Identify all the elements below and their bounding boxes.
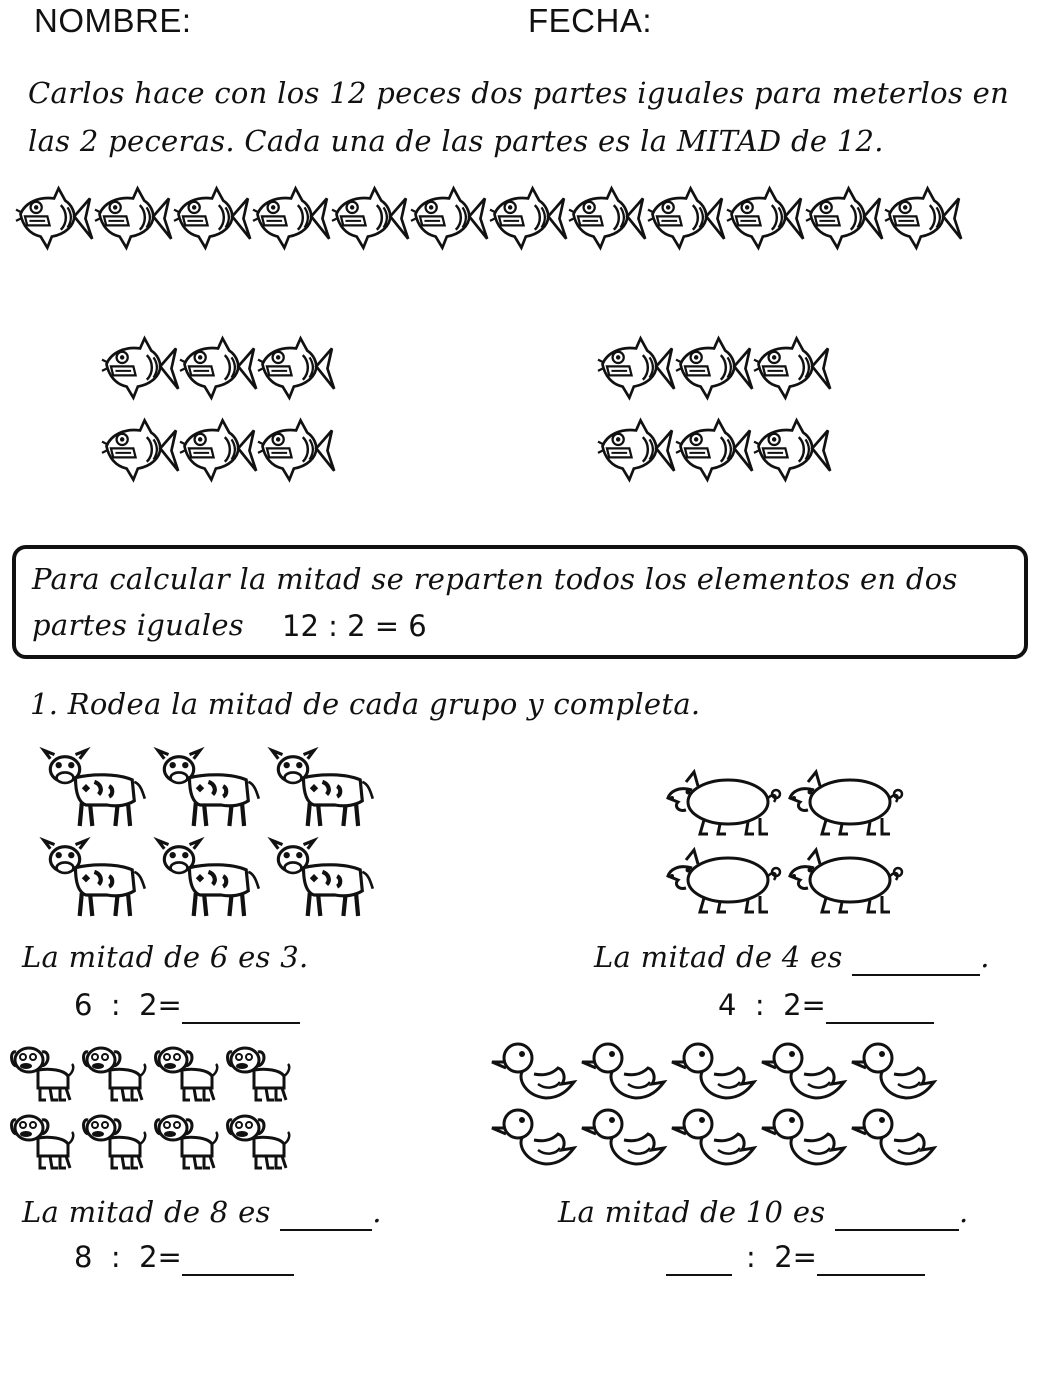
cow-icon[interactable] [44, 840, 145, 916]
fish-icon[interactable] [648, 188, 724, 247]
dog-icon[interactable] [156, 1116, 218, 1168]
fish-icon[interactable] [598, 338, 674, 397]
intro-line-1: Carlos hace con los 12 peces dos partes iguales para meterlos en [28, 76, 1010, 110]
dog-icon[interactable] [12, 1048, 74, 1100]
fish-icon[interactable] [258, 420, 334, 479]
pig-half-blank[interactable] [852, 940, 980, 976]
rule-equation: 12 : 2 = 6 [282, 609, 427, 643]
fish-icon[interactable] [885, 188, 961, 247]
fish-icon[interactable] [332, 188, 408, 247]
cow-equation: 6 : 2= [74, 988, 300, 1024]
dog-answer-blank[interactable] [182, 1240, 294, 1276]
pig-answer-blank[interactable] [826, 988, 934, 1024]
cow-icon[interactable] [44, 750, 145, 826]
dog-half-text: La mitad de 8 es . [22, 1195, 382, 1229]
duck-icon[interactable] [582, 1110, 664, 1164]
fish-icon[interactable] [806, 188, 882, 247]
cow-icon[interactable] [158, 750, 259, 826]
pig-group [664, 766, 924, 926]
fish-icon[interactable] [174, 188, 250, 247]
date-label: FECHA: [528, 2, 653, 39]
duck-half-blank[interactable] [835, 1195, 959, 1231]
rule-line-1: Para calcular la mitad se reparten todos los elementos en dos [32, 562, 958, 596]
fish-icon[interactable] [727, 188, 803, 247]
fish-icon[interactable] [676, 338, 752, 397]
pig-icon[interactable] [668, 772, 780, 834]
dog-icon[interactable] [228, 1048, 290, 1100]
duck-half-text: La mitad de 10 es . [558, 1195, 969, 1229]
cow-half-text: La mitad de 6 es 3. [22, 940, 309, 974]
fish-row-twelve [16, 185, 956, 265]
duck-icon[interactable] [852, 1044, 934, 1098]
duck-icon[interactable] [492, 1110, 574, 1164]
fish-icon[interactable] [569, 188, 645, 247]
cow-group [44, 742, 404, 932]
exercise-instruction: 1. Rodea la mitad de cada grupo y completa. [30, 687, 701, 721]
pig-icon[interactable] [790, 772, 902, 834]
fish-icon[interactable] [598, 420, 674, 479]
fish-icon[interactable] [258, 338, 334, 397]
pig-icon[interactable] [790, 850, 902, 912]
cow-icon[interactable] [158, 840, 259, 916]
fish-icon[interactable] [676, 420, 752, 479]
cow-icon[interactable] [272, 750, 373, 826]
pig-equation: 4 : 2= [718, 988, 934, 1024]
cow-answer-blank[interactable] [182, 988, 300, 1024]
fish-group-left [102, 335, 342, 495]
fish-icon[interactable] [95, 188, 171, 247]
fish-icon[interactable] [180, 338, 256, 397]
pig-half-text: La mitad de 4 es . [594, 940, 990, 974]
duck-icon[interactable] [762, 1110, 844, 1164]
dog-half-blank[interactable] [280, 1195, 372, 1231]
fish-icon[interactable] [754, 420, 830, 479]
fish-icon[interactable] [253, 188, 329, 247]
name-label: NOMBRE: [34, 2, 192, 39]
fish-icon[interactable] [490, 188, 566, 247]
fish-icon[interactable] [754, 338, 830, 397]
fish-icon[interactable] [102, 338, 178, 397]
duck-icon[interactable] [672, 1110, 754, 1164]
duck-dividend-blank[interactable] [666, 1240, 732, 1276]
cow-icon[interactable] [272, 840, 373, 916]
dog-icon[interactable] [84, 1048, 146, 1100]
fish-icon[interactable] [102, 420, 178, 479]
duck-icon[interactable] [672, 1044, 754, 1098]
dog-icon[interactable] [156, 1048, 218, 1100]
duck-icon[interactable] [492, 1044, 574, 1098]
intro-line-2: las 2 peceras. Cada una de las partes es la MITAD de 12. [28, 124, 884, 158]
fish-icon[interactable] [16, 188, 92, 247]
duck-icon[interactable] [582, 1044, 664, 1098]
dog-icon[interactable] [84, 1116, 146, 1168]
rule-line-2: partes iguales [32, 608, 244, 642]
duck-answer-blank[interactable] [817, 1240, 925, 1276]
fish-icon[interactable] [411, 188, 487, 247]
duck-icon[interactable] [762, 1044, 844, 1098]
dog-equation: 8 : 2= [74, 1240, 294, 1276]
dog-icon[interactable] [12, 1116, 74, 1168]
duck-equation: : 2= [666, 1240, 925, 1276]
dog-group [10, 1044, 310, 1184]
fish-icon[interactable] [180, 420, 256, 479]
pig-icon[interactable] [668, 850, 780, 912]
fish-group-right [598, 335, 838, 495]
dog-icon[interactable] [228, 1116, 290, 1168]
duck-group [498, 1040, 958, 1180]
duck-icon[interactable] [852, 1110, 934, 1164]
